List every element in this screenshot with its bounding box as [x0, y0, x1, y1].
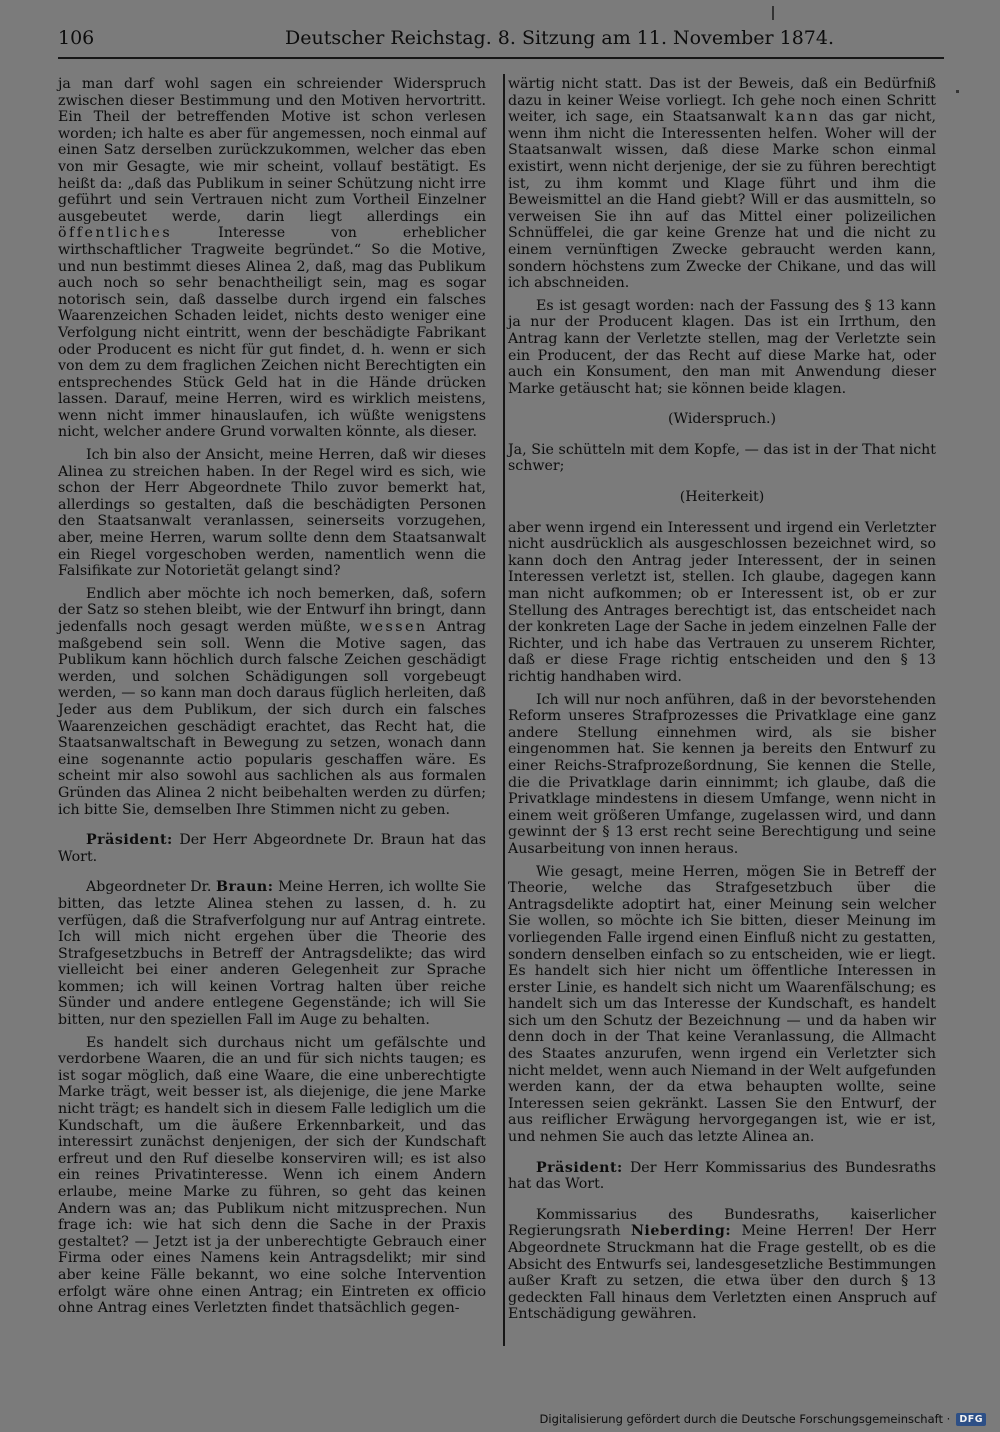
speaker-paragraph [58, 832, 486, 865]
emphasized-text: wessen [359, 619, 428, 635]
paragraph: Ich will nur noch anführen, daß in der bevorstehenden Reform unseres Strafprozesses die Privatklage eine ganz andere Stellung einnehmen wird, als sie bisher eingenommen hat. Sie kennen ja bereits den Entwurf zu einer Reichs-Strafprozeßordnung, Sie kennen die Stelle, die die Privatklage darin einnimmt; ich glaube, daß die Privatklage mindestens in diesem Umfange, wenn nicht in einem weit größeren Umfange, zugelassen wird, und dann gewinnt der § 13 erst recht seine Berechtigung und seine Ausarbeitung von innen heraus. [508, 691, 936, 857]
speaker-paragraph [58, 879, 486, 1028]
emphasized-text: kann [774, 109, 821, 126]
paragraph-text: ja man darf wohl sagen ein schreiender Widerspruch zwischen dieser Bestimmung und den Motiven hervortritt. Ein Theil der betreffenden Motive ist schon verlesen worden; ich halte es aber für angemessen, noch einmal auf einen Satz derselben zurückzukommen, welcher das eben von mir Gesagte, wie mir scheint, vollauf bestätigt. Es heißt da: „daß das Publikum in seiner Schützung nicht irre geführt und sein Vertrauen nicht zum Vortheil Einzelner ausgebeutet werde, darin liegt allerdings ein [58, 76, 486, 225]
paragraph: Wie gesagt, meine Herren, mögen Sie in Betreff der Theorie, welche das Strafgesetzbuch über die Antragsdelikte adoptirt hat, einer Meinung sein welcher Sie wollen, so möchte ich Sie bitten, dieser Meinung im vorliegenden Falle irgend einen Einfluß nicht zu gestatten, sondern denselben einfach so zu entscheiden, wie er liegt. Es handelt sich hier nicht um öffentliche Interessen in erster Linie, es handelt sich nicht um Waarenfälschung; es handelt sich um das Interesse der Kundschaft, es handelt sich um den Schutz der Bezeichnung — und da haben wir denn doch in der That keine Veranlassung, die Allmacht des Staates anzurufen, wenn irgend ein Verletzter sich nicht meldet, wenn auch Niemand in der Welt aufgefunden werden kann, der da etwa behaupten wollte, seine Interessen seien gekränkt. Lassen Sie den Entwurf, der aus reiflicher Erwägung hervorgegangen ist, wie er ist, und nehmen Sie auch das letzte Alinea an. [508, 863, 936, 1146]
paragraph-text: das gar nicht, wenn ihm nicht die Interessenten helfen. Woher will der Staatsanwalt wissen, daß diese Marke schon einmal existirt, wenn nicht derjenige, der sie zu führen berechtigt ist, zu ihm kommt und Klage führt und ihm die Beweismittel an die Hand giebt? Will er das ausmitteln, so verweisen Sie ihn auf das Mittel einer polizeilichen Schnüffelei, die gar keine Grenze hat und die nicht zu einem vernünftigen Zwecke gebraucht werden kann, sondern höchstens zum Zwecke der Chikane, und das will ich abschneiden. [508, 109, 937, 292]
interjection: (Heiterkeit) [679, 489, 765, 506]
speaker-paragraph [508, 1207, 936, 1323]
paragraph [58, 586, 486, 818]
speaker-name: Nieberding: [630, 1223, 732, 1240]
right-column [508, 76, 936, 1329]
scan-speck [956, 90, 959, 93]
paragraph-text: Der Herr Abgeordnete Dr. Braun hat das Wort. [58, 832, 486, 865]
page-number: 106 [58, 27, 95, 49]
paragraph: Es handelt sich durchaus nicht um gefälschte und verdorbene Waaren, die an und für sich nichts taugen; es ist sogar möglich, daß eine Waare, die eine unberechtigte Marke trägt, weit besser ist, als diejenige, die jene Marke nicht trägt; es handelt sich in diesem Falle lediglich um die Kundschaft, um die äußere Erkennbarkeit, und das interessirt zunächst denjenigen, der sich der Kundschaft erfreut und den Ruf dieselbe konserviren will; es ist also ein reines Privatinteresse. Wenn ich einem Andern erlaube, meine Marke zu führen, so geht das keinen Andern was an; das Publikum nicht mitzusprechen. Nun frage ich: wie hat sich denn die Sache in der Praxis gestaltet? — Jetzt ist ja der unberechtigte Gebrauch einer Firma oder eines Namens kein Antragsdelikt; mir sind aber keine Fälle bekannt, wo eine solche Intervention erfolgt wäre ohne einen Antrag; ein Eintreten ex officio ohne Antrag eines Verletzten findet thatsächlich gegen- [58, 1034, 486, 1317]
paragraph-text: Meine Herren! Der Herr Abgeordnete Struckmann hat die Frage gestellt, ob es die Absicht des Entwurfs sei, landesgesetzliche Bestimmungen außer Kraft zu setzen, die etwa über den durch § 13 gedeckten Fall hinaus dem Verletzten einen Anspruch auf Entschädigung gewähren. [508, 1223, 936, 1323]
speaker-name: Präsident: [536, 1159, 623, 1176]
scan-speck [772, 6, 774, 20]
interjection: (Widerspruch.) [667, 411, 777, 428]
left-column [58, 76, 486, 1323]
paragraph-text: Antrag maßgebend sein soll. Wenn die Motive sagen, das Publikum kann höchlich durch falsche Zeichen geschädigt werden, und solchen Schädigungen soll vorgebeugt werden, — so kann man doch daraus füglich herleiten, daß Jeder aus dem Publikum, der sich durch ein falsches Waarenzeichen geschädigt erachtet, das Recht hat, die Staatsanwaltschaft in Bewegung zu setzen, wonach dann eine sogenannte actio popularis geschaffen wäre. Es scheint mir also sowohl aus sachlichen als aus formalen Gründen das Alinea 2 nicht beibehalten werden zu dürfen; ich bitte Sie, demselben Ihre Stimmen nicht zu geben. [58, 619, 486, 818]
paragraph [58, 76, 486, 441]
paragraph: Ja, Sie schütteln mit dem Kopfe, — das ist in der That nicht schwer; [508, 441, 936, 475]
speaker-name: Braun: [215, 879, 274, 896]
paragraph: aber wenn irgend ein Interessent und irgend ein Verletzter nicht ausdrücklich als ausgeschlossen bezeichnet wird, so kann doch den Antrag jeder Interessent, der in seinen Interessen verletzt ist, stellen. Ich glaube, dagegen kann man nicht aufkommen; ob er Interessent ist, ob er zur Stellung des Antrages berechtigt ist, das entscheidet nach der konkreten Lage der Sache in jedem einzelnen Falle der Richter, und ich habe das Vertrauen zu unserem Richter, daß er diese Frage richtig entscheiden und den § 13 richtig handhaben wird. [508, 519, 936, 685]
running-header: Deutscher Reichstag. 8. Sitzung am 11. November 1874. [285, 27, 835, 49]
paragraph-text: Endlich aber möchte ich noch bemerken, daß, sofern der Satz so stehen bleibt, wie der Entwurf ihn bringt, dann jedenfalls noch gesagt werden müßte, [58, 585, 486, 635]
paragraph: Es ist gesagt worden: nach der Fassung des § 13 kann ja nur der Producent klagen. Das ist ein Irrthum, den Antrag kann der Verletzte stellen, mag der Verletzte sein ein Producent, der das Recht auf diese Marke hat, oder auch ein Konsument, den man mit Anwendung dieser Marke getäuscht hat; sie können beide klagen. [508, 297, 936, 397]
paragraph: Ich bin also der Ansicht, meine Herren, daß wir dieses Alinea zu streichen haben. In der Regel wird es sich, wie schon der Herr Abgeordnete Thilo zuvor bemerkt hat, allerdings so gestalten, daß die beschädigten Personen den Staatsanwalt veranlassen, seinerseits vorzugehen, aber, meine Herren, warum sollte denn dem Staatsanwalt ein Riegel vorgeschoben werden, namentlich wenn die Falsifikate zur Notorietät gelangt sind? [58, 447, 486, 580]
funding-footer [540, 1410, 986, 1428]
paragraph-text: Interesse von erheblicher wirthschaftlicher Tragweite begründet.“ So die Motive, und nun bestimmt dieses Alinea 2, daß, mag das Publikum auch noch so sehr benachtheiligt sein, mag es sogar notorisch sein, daß dasselbe durch irgend ein falsches Waarenzeichen Schaden leidet, nichts desto weniger eine Verfolgung nicht eintritt, wenn der beschädigte Fabrikant oder Producent es nicht für gut findet, d. h. wenn er sich von dem zu dem fraglichen Zeichen nicht Berechtigten ein entsprechendes Stück Geld hat in die Hände drücken lassen. Darauf, meine Herren, wird es wirklich meistens, wenn nicht immer hinauslaufen, ich wüßte wenigstens nicht, welcher andere Grund vorwalten könnte, als dieser. [58, 225, 486, 441]
speaker-name: Präsident: [86, 832, 173, 849]
speaker-title: Abgeordneter Dr. [86, 879, 212, 896]
speaker-title: Kommissarius des Bundesraths, kaiserlicher Regierungsrath [508, 1206, 936, 1240]
dfg-logo-icon: DFG [956, 1413, 986, 1426]
speaker-paragraph [508, 1160, 936, 1193]
paragraph-text: Der Herr Kommissarius des Bundesraths hat das Wort. [508, 1159, 937, 1193]
header-rule [58, 57, 944, 59]
emphasized-text: öffentliches [58, 225, 173, 242]
paragraph-text: Meine Herren, ich wollte Sie bitten, das letzte Alinea stehen zu lassen, d. h. zu verfügen, daß die Strafverfolgung nur auf Antrag eintrete. Ich will mich nicht ergehen über die Theorie des Strafgesetzbuchs in Betreff der Antragsdelikte; das wird vielleicht bei einer anderen Gelegenheit zur Sprache kommen; ich will keinen Vortrag halten über reiche Sünder und andere entlegene Gegenstände; ich will Sie bitten, nur den speziellen Fall im Auge zu behalten. [58, 879, 487, 1029]
column-divider [503, 74, 505, 1346]
funding-note: Digitalisierung gefördert durch die Deutsche Forschungsgemeinschaft · [539, 1412, 951, 1426]
paragraph [508, 76, 936, 292]
paragraph-text: wärtig nicht statt. Das ist der Beweis, daß ein Bedürfniß dazu in keiner Weise vorliegt. Ich gehe noch einen Schritt weiter, ich sage, ein Staatsanwalt [508, 76, 936, 126]
